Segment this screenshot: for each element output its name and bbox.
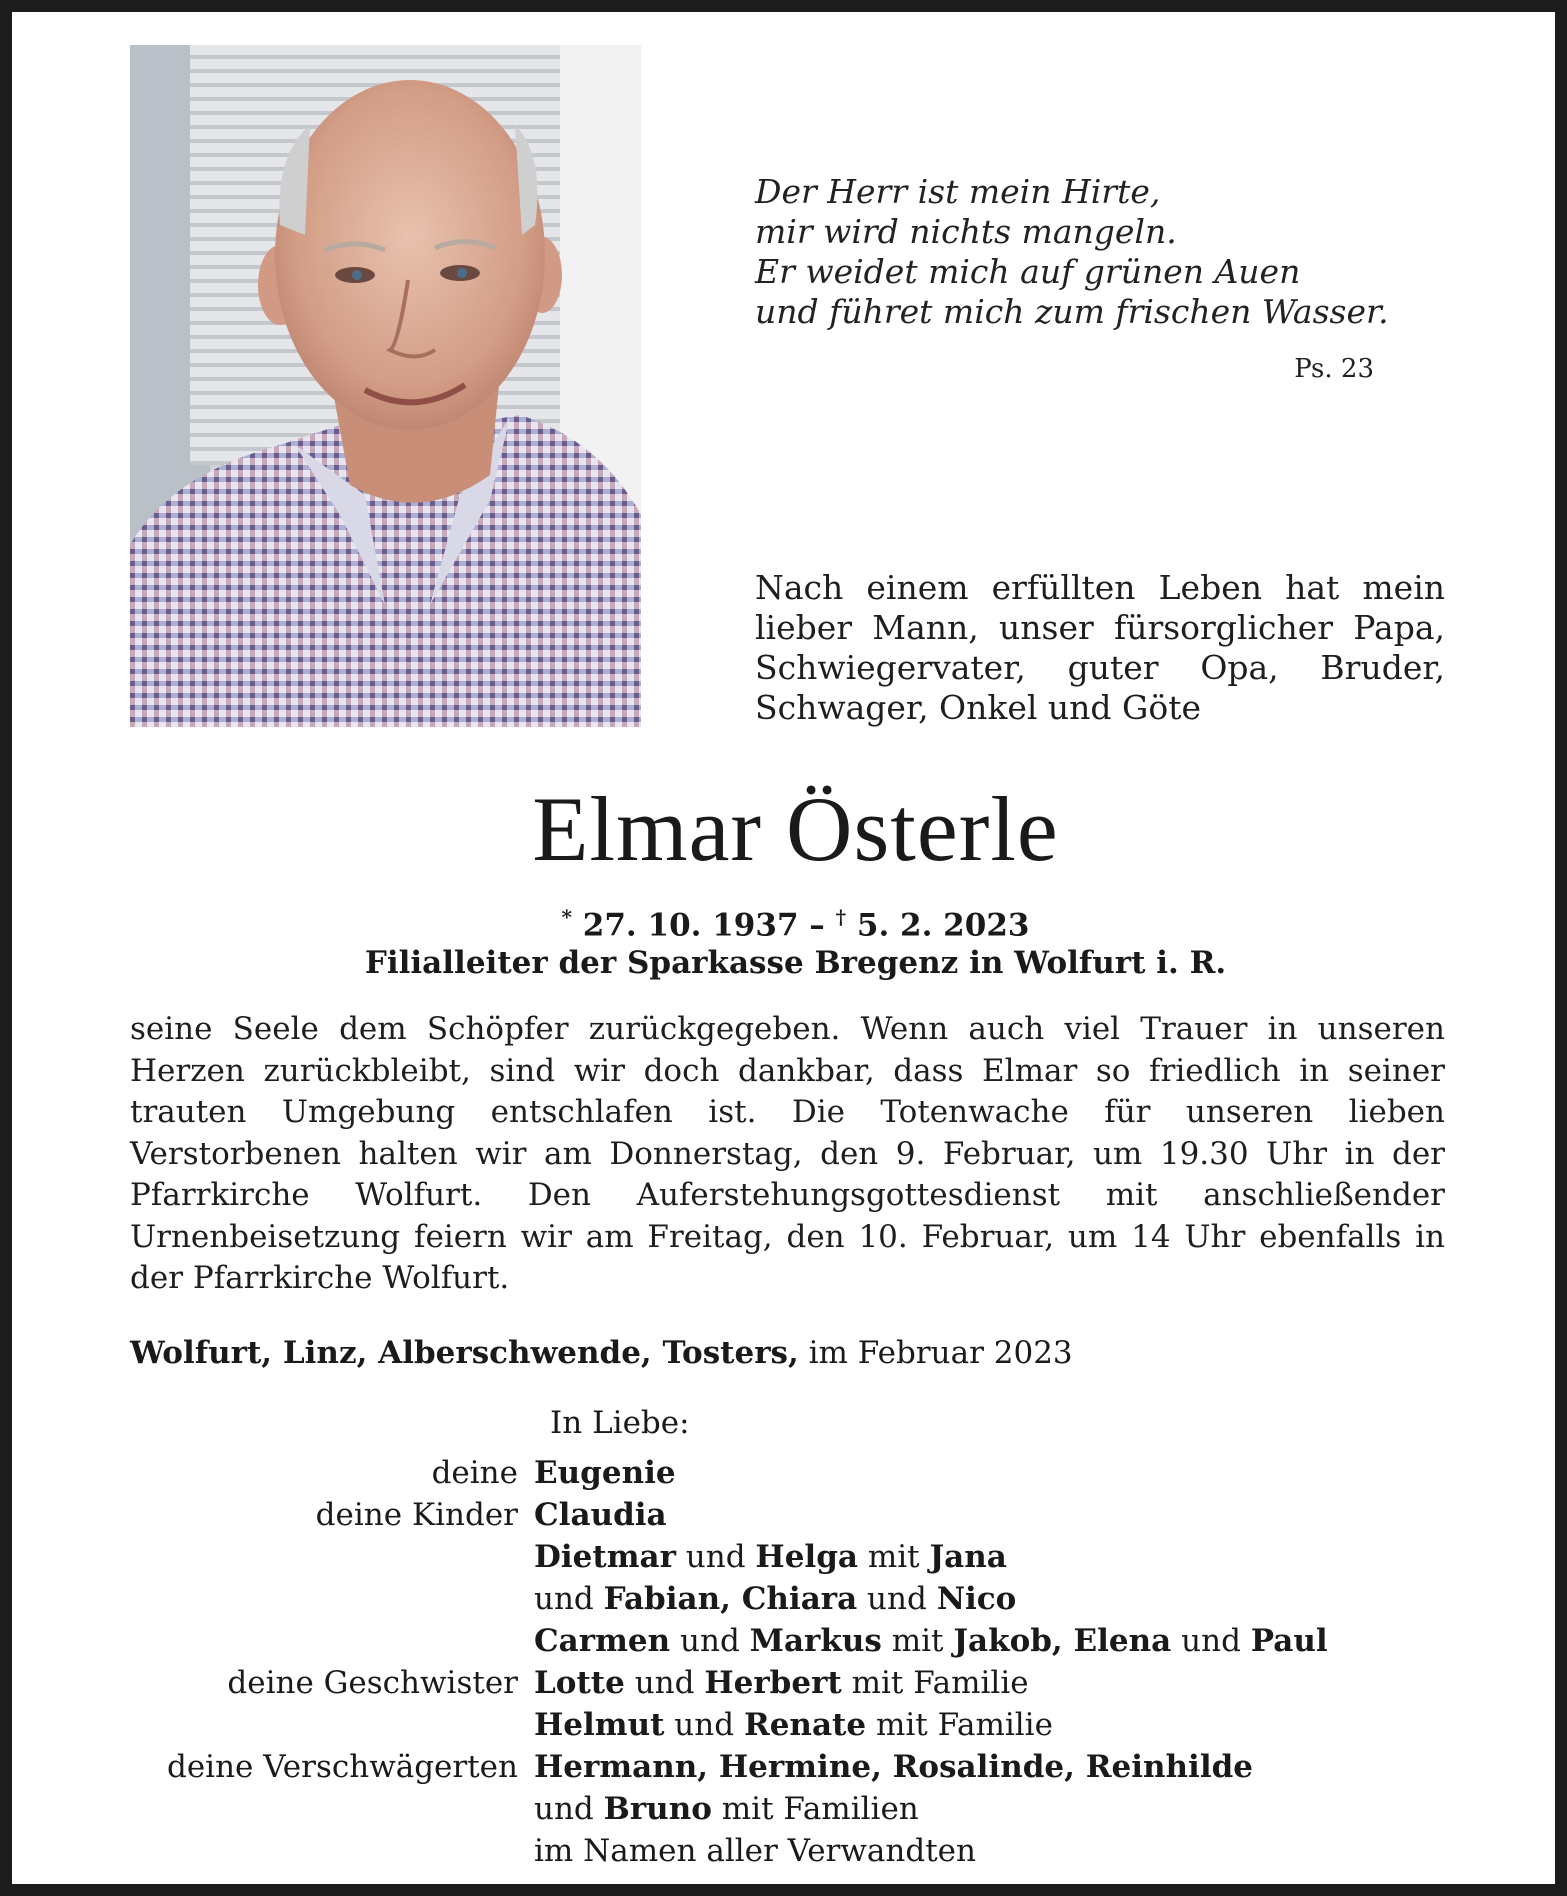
family-names <box>534 1452 676 1494</box>
family-relation <box>12 1536 534 1578</box>
family-relation <box>12 1704 534 1746</box>
family-member-name: Nico <box>936 1581 1017 1617</box>
family-member-name: Jakob, Elena <box>953 1623 1172 1659</box>
places: Wolfurt, Linz, Alberschwende, Tosters, <box>130 1335 799 1371</box>
family-connector: mit <box>881 1623 954 1659</box>
place-and-date <box>130 1332 1445 1374</box>
family-member-name: Eugenie <box>534 1455 676 1491</box>
family-relation <box>12 1620 534 1662</box>
life-dates <box>12 897 1567 945</box>
family-connector: und <box>664 1707 744 1743</box>
family-row <box>12 1578 1567 1620</box>
psalm-line: Der Herr ist mein Hirte, <box>755 172 1161 211</box>
family-connector: und <box>534 1791 604 1827</box>
family-names <box>534 1662 1029 1704</box>
psalm-line: und führet mich zum frischen Wasser. <box>755 292 1389 331</box>
family-member-name: Carmen <box>534 1623 671 1659</box>
portrait-image <box>130 45 641 727</box>
month-year: im Februar 2023 <box>798 1335 1073 1371</box>
family-connector: mit Familie <box>866 1707 1053 1743</box>
family-member-name: Herbert <box>704 1665 842 1701</box>
body-paragraph: seine Seele dem Schöpfer zurückgegeben. Wenn auch viel Trauer in unseren Herzen zurückbleibt, sind wir doch dankbar, dass Elmar so friedlich in seiner trauten Umgebung entschlafen ist. Die Totenwache für unseren lieben Verstorbenen halten wir am Donnerstag, den 9. Februar, um 19.30 Uhr in der Pfarrkirche Wolfurt. Den Auferstehungsgottesdienst mit anschließender Urnenbeisetzung feiern wir am Freitag, den 10. Februar, um 14 Uhr ebenfalls in der Pfarrkirche Wolfurt. <box>130 1011 1445 1296</box>
birth-symbol: * <box>561 905 572 929</box>
birth-date: 27. 10. 1937 <box>582 907 799 944</box>
family-member-name: Helmut <box>534 1707 665 1743</box>
family-row <box>12 1830 1567 1872</box>
family-connector: und <box>675 1539 756 1575</box>
family-row <box>12 1746 1567 1788</box>
family-connector: und <box>670 1623 750 1659</box>
family-member-name: Fabian, Chiara <box>603 1581 858 1617</box>
family-names <box>534 1494 667 1536</box>
psalm-reference: Ps. 23 <box>1294 354 1374 384</box>
psalm-line: Er weidet mich auf grünen Auen <box>755 252 1301 291</box>
psalm-quote <box>755 172 1389 332</box>
family-names <box>534 1746 1253 1788</box>
family-relation <box>12 1578 534 1620</box>
family-member-name: Helga <box>755 1539 858 1575</box>
family-names <box>534 1830 976 1872</box>
family-connector: im Namen aller Verwandten <box>534 1833 976 1869</box>
family-member-name: Markus <box>749 1623 882 1659</box>
family-row <box>12 1452 1567 1494</box>
family-names <box>534 1788 919 1830</box>
family-row <box>12 1788 1567 1830</box>
family-list <box>12 1452 1567 1872</box>
family-row <box>12 1620 1567 1662</box>
family-member-name: Lotte <box>534 1665 625 1701</box>
family-member-name: Hermann, Hermine, Rosalinde, Reinhilde <box>534 1749 1254 1785</box>
family-connector: und <box>857 1581 937 1617</box>
family-member-name: Claudia <box>534 1497 667 1533</box>
family-names <box>534 1620 1328 1662</box>
family-member-name: Renate <box>743 1707 867 1743</box>
family-relation <box>12 1830 534 1872</box>
family-connector: und <box>1171 1623 1251 1659</box>
family-row <box>12 1536 1567 1578</box>
family-connector: mit <box>857 1539 930 1575</box>
in-liebe-label: In Liebe: <box>550 1405 690 1441</box>
family-row <box>12 1494 1567 1536</box>
deceased-name: Elmar Österle <box>532 778 1059 880</box>
family-row <box>12 1662 1567 1704</box>
portrait-photo <box>130 45 641 727</box>
psalm-line: mir wird nichts mangeln. <box>755 212 1177 251</box>
family-member-name: Bruno <box>603 1791 712 1827</box>
family-names <box>534 1578 1016 1620</box>
family-relation: deine <box>431 1455 518 1491</box>
family-connector: mit Familie <box>841 1665 1029 1701</box>
death-date: 5. 2. 2023 <box>856 907 1030 944</box>
family-relation: deine Verschwägerten <box>166 1749 518 1785</box>
family-relation: deine Kinder <box>315 1497 518 1533</box>
date-separator: – <box>798 907 836 944</box>
family-member-name: Jana <box>929 1539 1007 1575</box>
family-relation: deine Geschwister <box>227 1665 518 1701</box>
family-connector: und <box>624 1665 705 1701</box>
family-names <box>534 1536 1007 1578</box>
family-member-name: Paul <box>1250 1623 1328 1659</box>
family-member-name: Dietmar <box>534 1539 676 1575</box>
family-connector: und <box>534 1581 604 1617</box>
occupation: Filialleiter der Sparkasse Bregenz in Wolfurt i. R. <box>364 945 1227 981</box>
family-names <box>534 1704 1053 1746</box>
death-symbol: † <box>835 905 847 929</box>
family-connector: mit Familien <box>711 1791 919 1827</box>
intro-paragraph: Nach einem erfüllten Leben hat mein lieber Mann, unser fürsorglicher Papa, Schwiegervater, guter Opa, Bruder, Schwager, Onkel und Göte <box>755 568 1445 727</box>
family-relation <box>12 1788 534 1830</box>
family-row <box>12 1704 1567 1746</box>
